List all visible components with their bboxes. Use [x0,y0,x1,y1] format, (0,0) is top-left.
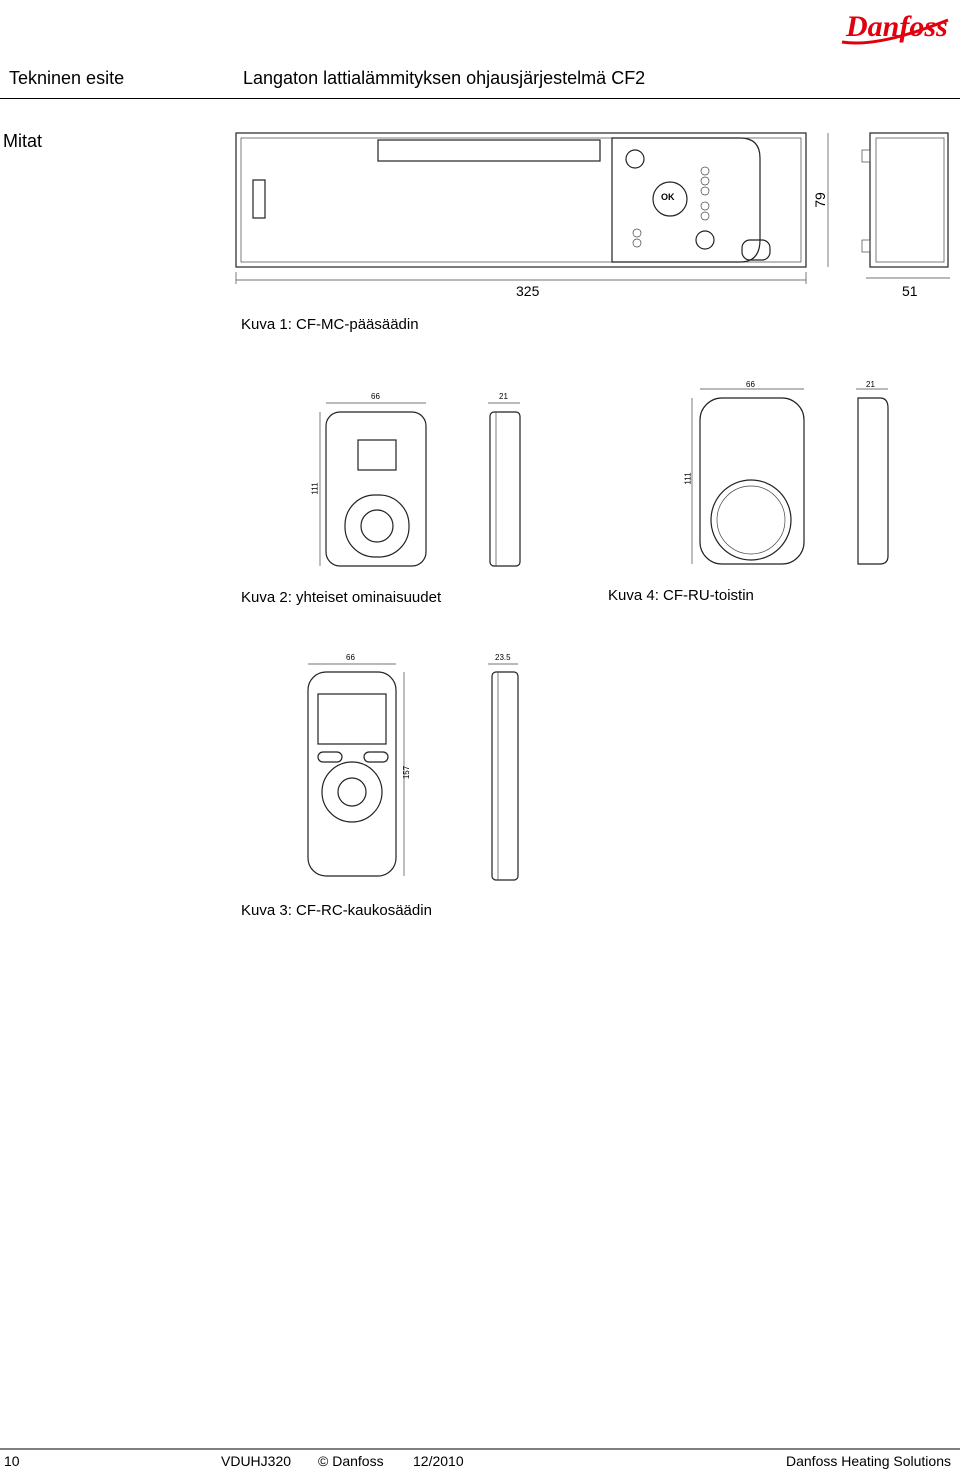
fig2-dim-height: 111 [310,482,320,495]
fig3-dim-depth: 23.5 [495,653,511,662]
fig4-dim-depth: 21 [866,380,875,389]
fig3-caption: Kuva 3: CF-RC-kaukosäädin [241,902,432,919]
fig1-dim-depth: 51 [902,283,918,299]
fig3-front-view [308,664,404,876]
fig2-dim-width: 66 [371,392,380,401]
fig2-front-view [320,403,426,566]
fig4-front-view [692,389,804,564]
fig3-dim-width: 66 [346,653,355,662]
fig4-dim-height: 111 [683,472,693,485]
fig4-side-view [856,389,888,564]
ok-button-label: OK [661,192,675,202]
fig4-dim-width: 66 [746,380,755,389]
fig1-caption: Kuva 1: CF-MC-pääsäädin [241,316,419,333]
fig2-dim-depth: 21 [499,392,508,401]
footer-copyright: © Danfoss [318,1453,384,1469]
doc-title: Langaton lattialämmityksen ohjausjärjestelmä CF2 [243,68,646,88]
doc-type: Tekninen esite [9,68,125,88]
footer-company: Danfoss Heating Solutions [786,1453,951,1469]
footer-date: 12/2010 [413,1453,464,1469]
brand-logo-text: Danfoss [846,10,948,43]
fig1-side-view [862,133,950,278]
footer-page-number: 10 [4,1453,20,1469]
fig2-side-view [488,403,520,566]
fig1-dim-width: 325 [516,283,540,299]
footer-doc-code: VDUHJ320 [221,1453,292,1469]
section-title: Mitat [3,131,43,151]
fig1-front-view [236,133,828,284]
fig1-dim-height: 79 [811,192,828,208]
fig4-caption: Kuva 4: CF-RU-toistin [608,587,754,604]
fig3-dim-height: 157 [402,765,412,780]
fig2-caption: Kuva 2: yhteiset ominaisuudet [241,589,442,606]
fig3-side-view [488,664,518,880]
